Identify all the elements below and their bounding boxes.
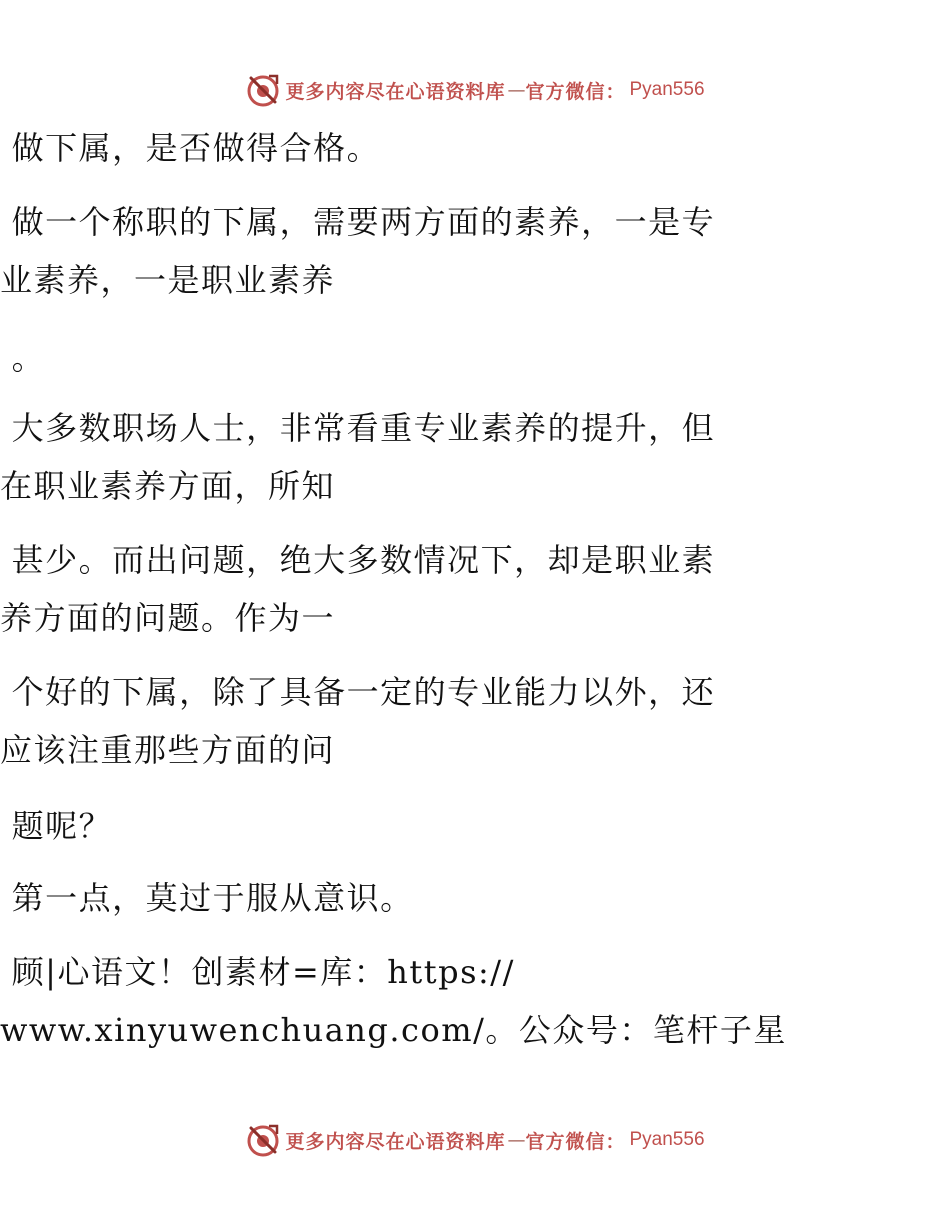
body-line: 甚少。而出问题，绝大多数情况下，却是职业素: [0, 541, 716, 579]
wechat-label: 官方微信：: [525, 80, 626, 103]
brand-text: 更多内容尽在心语资料库: [285, 80, 506, 103]
body-line: 做下属，是否做得合格。: [0, 129, 381, 167]
body-line: 大多数职场人士，非常看重专业素养的提升，但: [0, 409, 716, 447]
body-line: 在职业素养方面，所知: [0, 467, 336, 505]
body-line: 应该注重那些方面的问: [0, 731, 336, 769]
body-line: 养方面的问题。作为一: [0, 599, 336, 637]
body-line: 业素养，一是职业素养: [0, 261, 336, 299]
body-line: 顾|心语文！创素材=库：https://: [0, 953, 515, 991]
wechat-id: Pyan556: [629, 1129, 705, 1150]
footer-watermark: [0, 1120, 950, 1160]
body-line: 。: [0, 339, 46, 377]
body-line: 第一点，莫过于服从意识。: [0, 879, 414, 917]
body-line: www.xinyuwenchuang.com/。公众号：笔杆子星: [0, 1011, 787, 1049]
body-line: 个好的下属，除了具备一定的专业能力以外，还: [0, 673, 716, 711]
brand-logo-icon: [245, 72, 281, 108]
body-line: 做一个称职的下属，需要两方面的素养，一是专: [0, 203, 716, 241]
body-line: 题呢？: [0, 807, 113, 845]
banner-separator: —: [507, 1129, 526, 1151]
wechat-id: Pyan556: [629, 79, 705, 100]
header-watermark: [0, 70, 950, 110]
brand-logo-icon: [245, 1122, 281, 1158]
wechat-label: 官方微信：: [525, 1130, 626, 1153]
banner-separator: —: [507, 79, 526, 101]
brand-text: 更多内容尽在心语资料库: [285, 1130, 506, 1153]
